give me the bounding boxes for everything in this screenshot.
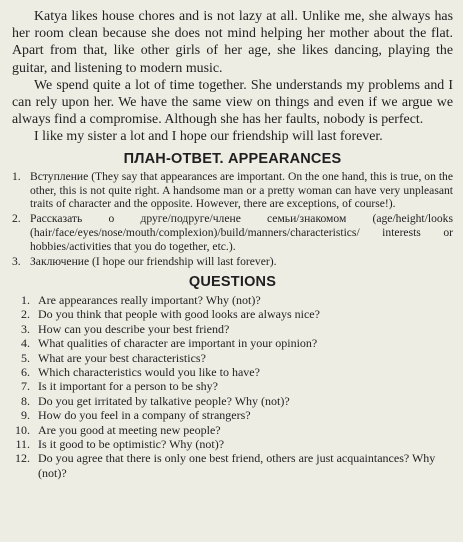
question-number: 3. [21,321,30,336]
question-item [12,293,453,307]
question-item [12,437,453,451]
paragraph-2: We spend quite a lot of time together. She understands my problems and I can rely upon her. We have the same view on things and even if we argue we always find a compromise. Although she has her faults, nobody is perfect. [12,77,453,128]
plan-item-text: Вступление (They say that appearances are important. On the one hand, this is true, on the other, this is not quite right. A handsome man or a pretty woman can have very unpleasant traits of character and the opposite. However, there are exceptions, of course!). [30,169,453,211]
question-number: 9. [21,408,30,423]
question-item [12,451,453,480]
question-item [12,307,453,321]
question-text: Do you get irritated by talkative people? Why (not)? [38,393,290,408]
plan-item-number: 2. [12,212,21,226]
question-text: Is it good to be optimistic? Why (not)? [38,437,225,452]
plan-item-number: 1. [12,169,21,183]
question-item [12,322,453,336]
question-item [12,408,453,422]
question-number: 12. [15,451,30,466]
plan-item-text: Заключение (I hope our friendship will last forever). [30,255,277,269]
plan-item-number: 3. [12,255,21,269]
question-text: How do you feel in a company of strangers? [38,408,251,423]
question-item [12,423,453,437]
question-number: 5. [21,350,30,365]
question-item [12,365,453,379]
question-text: Are you good at meeting new people? [38,422,221,437]
question-item [12,379,453,393]
question-item [12,336,453,350]
question-item [12,394,453,408]
questions-list [12,293,453,480]
questions-heading: QUESTIONS [188,273,277,290]
question-text: Do you think that people with good looks are always nice? [38,307,320,322]
question-text: Which characteristics would you like to have? [38,365,260,379]
question-text: Is it important for a person to be shy? [38,379,218,394]
question-item [12,351,453,365]
paragraph-1: Katya likes house chores and is not lazy at all. Unlike me, she always has her room clean because she does not mind helping her mother about the flat. Apart from that, like other girls of her age, she likes dancing, playing the guitar, and listening to modern music. [12,9,453,76]
question-text: What are your best characteristics? [38,350,206,365]
question-number: 7. [21,379,30,394]
plan-item [12,255,453,269]
question-number: 10. [15,422,30,437]
plan-item [12,212,453,254]
plan-item [12,170,453,212]
question-number: 8. [21,393,30,408]
question-number: 1. [21,292,30,307]
plan-item-text: Рассказать о друге/подруге/члене семьи/знакомом (age/height/looks (hair/face/eyes/nose/mouth/complexion)/build/manners/characteristics/ interests or hobbies/activities that you do together, etc.). [30,212,453,254]
paragraph-3: I like my sister a lot and I hope our friendship will last forever. [34,129,383,145]
question-text: How can you describe your best friend? [38,321,230,336]
plan-heading: ПЛАН-ОТВЕТ. APPEARANCES [123,150,342,167]
question-number: 4. [21,336,30,351]
question-text: What qualities of character are important in your opinion? [38,336,318,351]
question-number: 2. [21,307,30,322]
question-number: 6. [21,365,30,379]
plan-list [12,170,453,269]
question-text: Are appearances really important? Why (not)? [38,292,261,307]
question-text: Do you agree that there is only one best friend, others are just acquaintances? Why (not)? [38,451,436,480]
question-number: 11. [15,437,30,452]
